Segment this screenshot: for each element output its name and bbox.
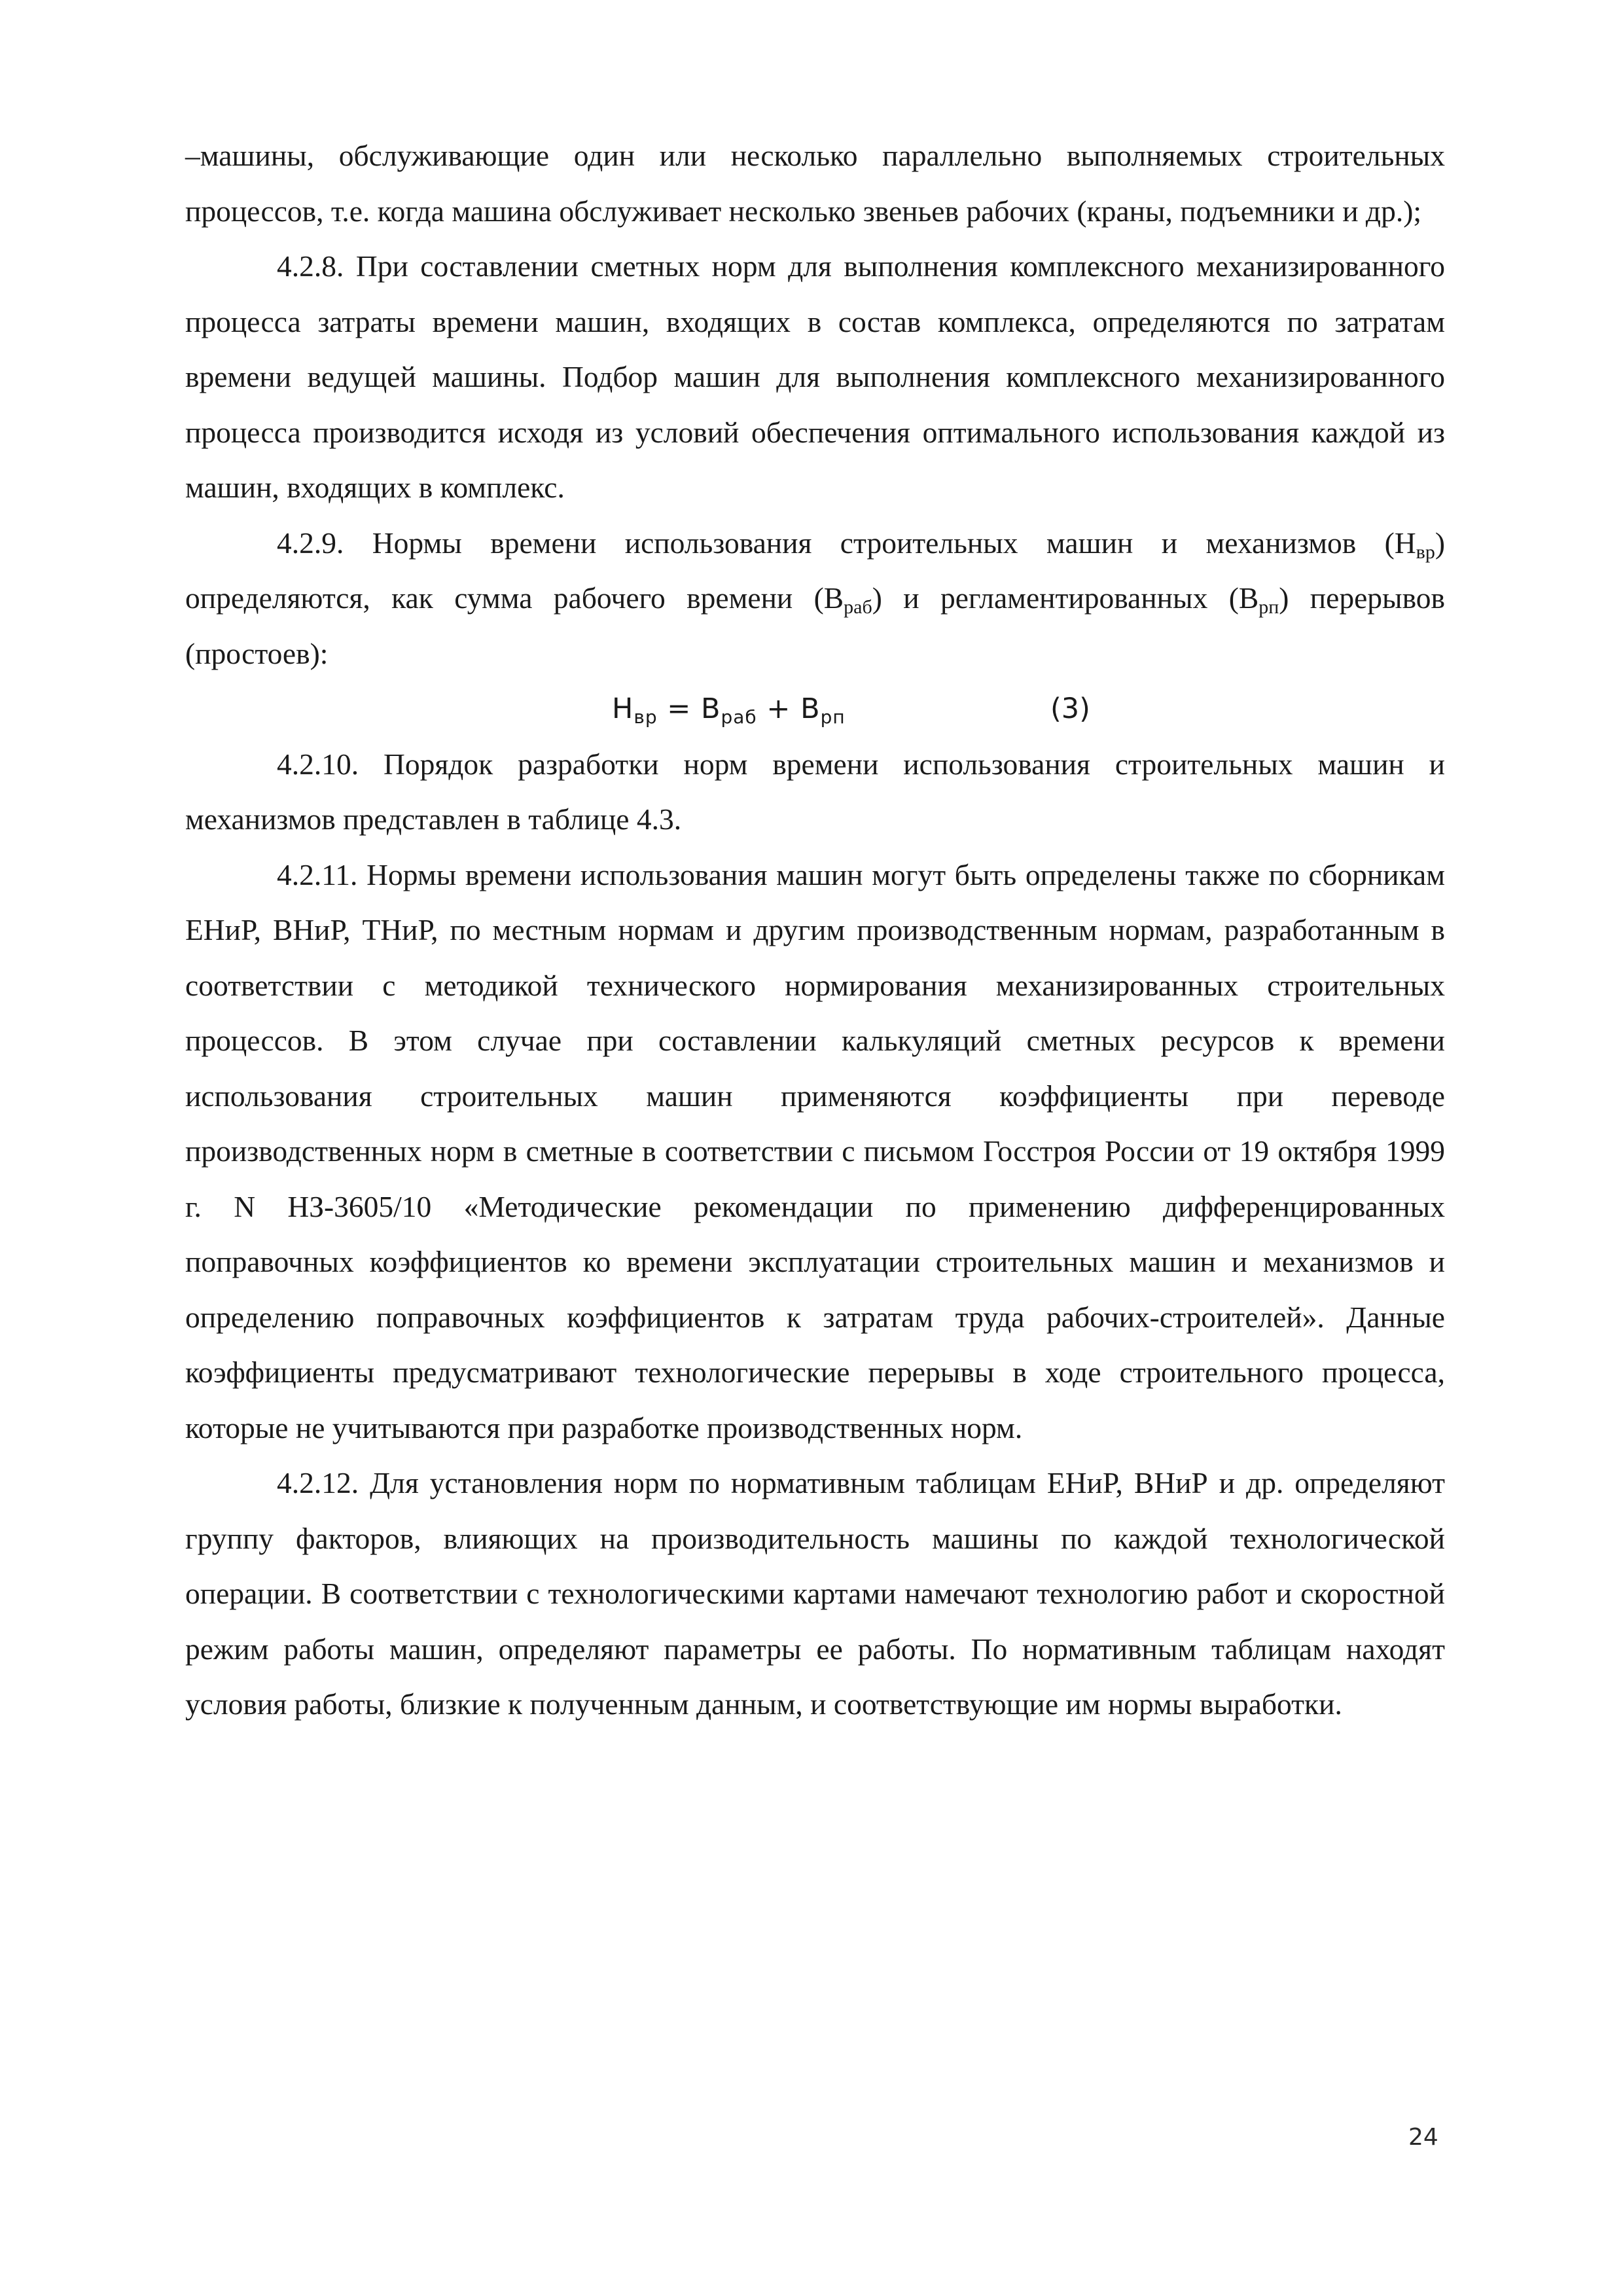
list-item-machines	[185, 128, 1445, 239]
p429-sub-1: вр	[1416, 541, 1435, 563]
formula-term-1-sub: раб	[721, 706, 757, 728]
page-number: 24	[1408, 2124, 1438, 2151]
formula-term-1: В	[701, 692, 721, 725]
formula-lhs-sub: вр	[633, 706, 658, 728]
p429-text-1: 4.2.9. Нормы времени использования строительных машин и механизмов (Н	[277, 526, 1416, 560]
p429-text-3: ) и регламентированных (В	[872, 581, 1259, 615]
paragraph-4-2-12: 4.2.12. Для установления норм по нормативным таблицам ЕНиР, ВНиР и др. определяют группу факторов, влияющих на производительность машины по каждой технологической операции. В соответствии с технологическими картами намечают технологию работ и скоростной режим работы машин, определяют параметры ее работы. По нормативным таблицам находят условия работы, близкие к полученным данным, и соответствующие им нормы выработки.	[185, 1466, 1445, 1721]
formula	[612, 681, 846, 745]
formula-term-2-sub: рп	[820, 706, 846, 728]
formula-row	[185, 681, 1445, 737]
formula-equals: =	[657, 692, 701, 725]
page-body	[185, 128, 1445, 1732]
formula-number: (3)	[1050, 692, 1090, 725]
paragraph-4-2-9	[185, 516, 1445, 682]
paragraph-4-2-10: 4.2.10. Порядок разработки норм времени использования строительных машин и механизмов представлен в таблице 4.3.	[185, 747, 1445, 836]
formula-term-2: В	[800, 692, 821, 725]
p429-text-4: ) перерывов (простоев):	[185, 581, 1446, 670]
list-dash: –	[185, 139, 200, 172]
p429-sub-2: раб	[844, 596, 872, 618]
p429-text-2: ) определяются, как сумма рабочего времени (В	[185, 526, 1445, 615]
paragraph-4-2-8: 4.2.8. При составлении сметных норм для выполнения комплексного механизированного процесса затраты времени машин, входящих в состав комплекса, определяются по затратам времени ведущей машины. Подбор машин для выполнения комплексного механизированного процесса производится исходя из условий обеспечения оптимального использования каждой из машин, входящих в комплекс.	[185, 249, 1445, 504]
list-item-text: машины, обслуживающие один или несколько параллельно выполняемых строительных процессов, т.е. когда машина обслуживает несколько звеньев рабочих (краны, подъемники и др.);	[185, 139, 1445, 228]
formula-plus: +	[757, 692, 801, 725]
formula-lhs: Н	[612, 692, 634, 725]
p429-sub-3: рп	[1258, 596, 1279, 618]
paragraph-4-2-11: 4.2.11. Нормы времени использования машин могут быть определены также по сборникам ЕНиР, ВНиР, ТНиР, по местным нормам и другим производственным нормам, разработанным в соответствии с методикой технического нормирования механизированных строительных процессов. В этом случае при составлении калькуляций сметных ресурсов к времени использования строительных машин применяются коэффициенты при переводе производственных норм в сметные в соответствии с письмом Госстроя России от 19 октября 1999 г. N НЗ-3605/10 «Методические рекомендации по применению дифференцированных поправочных коэффициентов ко времени эксплуатации строительных машин и механизмов и определению поправочных коэффициентов к затратам труда рабочих-строителей». Данные коэффициенты предусматривают технологические перерывы в ходе строительного процесса, которые не учитываются при разработке производственных норм.	[185, 857, 1445, 1444]
